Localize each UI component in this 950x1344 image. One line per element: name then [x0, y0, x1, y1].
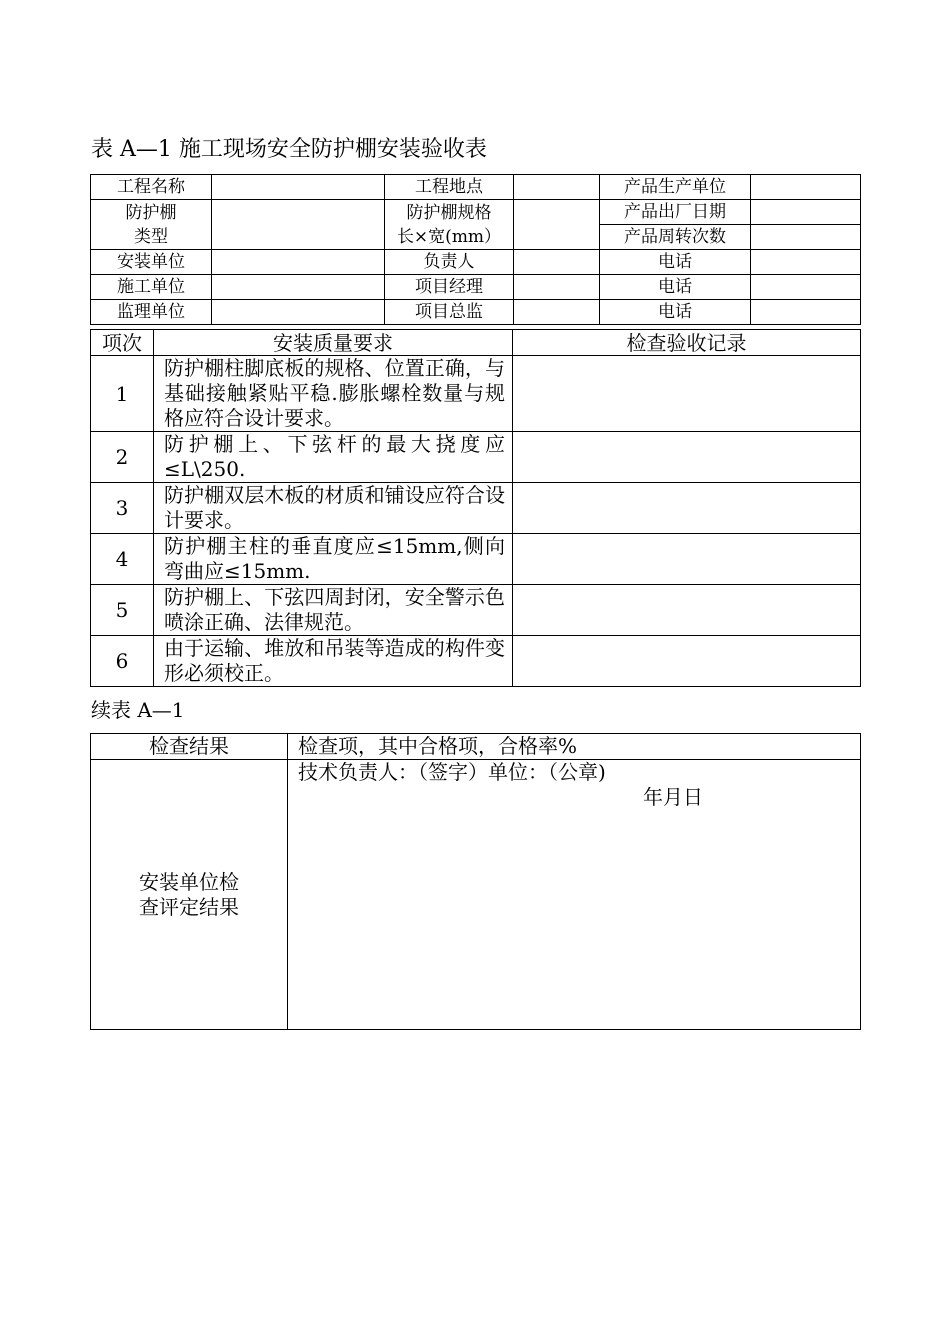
basic-info-table [90, 174, 861, 325]
table-row [91, 760, 861, 1030]
phone-field[interactable] [751, 275, 861, 300]
responsible-field[interactable] [514, 250, 600, 275]
signature-line: 技术负责人：（签字）单位：（公章) [298, 760, 606, 784]
table-row [91, 356, 861, 432]
item-record-field[interactable] [513, 636, 861, 687]
phone-field[interactable] [751, 250, 861, 275]
project-name-field[interactable] [212, 175, 385, 200]
item-requirement: 由于运输、堆放和吊装等造成的构件变形必须校正。 [154, 636, 513, 687]
table-row [91, 300, 861, 325]
table-row [91, 432, 861, 483]
item-no-header: 项次 [91, 330, 154, 356]
chief-supervisor-field[interactable] [514, 300, 600, 325]
item-requirement: 防护棚柱脚底板的规格、位置正确，与基础接触紧贴平稳.膨胀螺栓数量与规格应符合设计要求。 [154, 356, 513, 432]
installer-field[interactable] [212, 250, 385, 275]
table-row [91, 585, 861, 636]
table-row [91, 734, 861, 760]
item-requirement: 防护棚双层木板的材质和铺设应符合设计要求。 [154, 483, 513, 534]
project-location-field[interactable] [514, 175, 600, 200]
supervisor-field[interactable] [212, 300, 385, 325]
builder-label: 施工单位 [91, 275, 212, 300]
item-requirement: 防护棚上、下弦四周封闭，安全警示色喷涂正确、法律规范。 [154, 585, 513, 636]
item-record-field[interactable] [513, 483, 861, 534]
spec-label [385, 200, 514, 250]
item-record-field[interactable] [513, 356, 861, 432]
manufacturer-field[interactable] [751, 175, 861, 200]
phone-field[interactable] [751, 300, 861, 325]
responsible-label: 负责人 [385, 250, 514, 275]
phone-label: 电话 [600, 250, 751, 275]
item-no: 4 [91, 534, 154, 585]
item-no: 1 [91, 356, 154, 432]
shed-type-label-line1: 防护棚 [125, 202, 177, 223]
check-result-label: 检查结果 [91, 734, 288, 760]
table-header-row [91, 330, 861, 356]
manufacturer-label: 产品生产单位 [600, 175, 751, 200]
result-table [90, 733, 861, 1030]
phone-label: 电话 [600, 275, 751, 300]
page-title: 表 A—1 施工现场安全防护棚安装验收表 [91, 137, 487, 162]
table-row [91, 636, 861, 687]
requirement-header: 安装质量要求 [154, 330, 513, 356]
item-no: 3 [91, 483, 154, 534]
item-no: 6 [91, 636, 154, 687]
inspection-items-table [90, 329, 861, 687]
item-record-field[interactable] [513, 534, 861, 585]
project-name-label: 工程名称 [91, 175, 212, 200]
shed-type-label [91, 200, 212, 250]
evaluation-label [91, 760, 288, 1030]
spec-field[interactable] [514, 200, 600, 250]
item-record-field[interactable] [513, 432, 861, 483]
project-manager-label: 项目经理 [385, 275, 514, 300]
chief-supervisor-label: 项目总监 [385, 300, 514, 325]
shed-type-label-line2: 类型 [134, 226, 168, 247]
shed-type-field[interactable] [212, 200, 385, 250]
table-row [91, 200, 861, 225]
phone-label: 电话 [600, 300, 751, 325]
evaluation-label-line1: 安装单位检 [139, 869, 239, 894]
project-manager-field[interactable] [514, 275, 600, 300]
record-header: 检查验收记录 [513, 330, 861, 356]
table-row [91, 275, 861, 300]
project-location-label: 工程地点 [385, 175, 514, 200]
installer-label: 安装单位 [91, 250, 212, 275]
spec-label-line1: 防护棚规格 [406, 202, 492, 223]
table-row [91, 483, 861, 534]
item-no: 5 [91, 585, 154, 636]
date-line: 年月日 [643, 785, 703, 809]
spec-label-line2: 长×宽(mm） [396, 226, 502, 247]
item-record-field[interactable] [513, 585, 861, 636]
item-requirement: 防护棚上、下弦杆的最大挠度应≤L\250. [154, 432, 513, 483]
check-result-field[interactable]: 检查项，其中合格项，合格率% [288, 734, 861, 760]
turnover-label: 产品周转次数 [600, 225, 751, 250]
supervisor-label: 监理单位 [91, 300, 212, 325]
builder-field[interactable] [212, 275, 385, 300]
table-row [91, 250, 861, 275]
continuation-title: 续表 A—1 [91, 698, 185, 722]
item-requirement: 防护棚主柱的垂直度应≤15mm,侧向弯曲应≤15mm. [154, 534, 513, 585]
evaluation-label-line2: 查评定结果 [139, 894, 239, 919]
factory-date-label: 产品出厂日期 [600, 200, 751, 225]
table-row [91, 175, 861, 200]
turnover-field[interactable] [751, 225, 861, 250]
table-row [91, 534, 861, 585]
item-no: 2 [91, 432, 154, 483]
evaluation-field[interactable] [288, 760, 861, 1030]
factory-date-field[interactable] [751, 200, 861, 225]
